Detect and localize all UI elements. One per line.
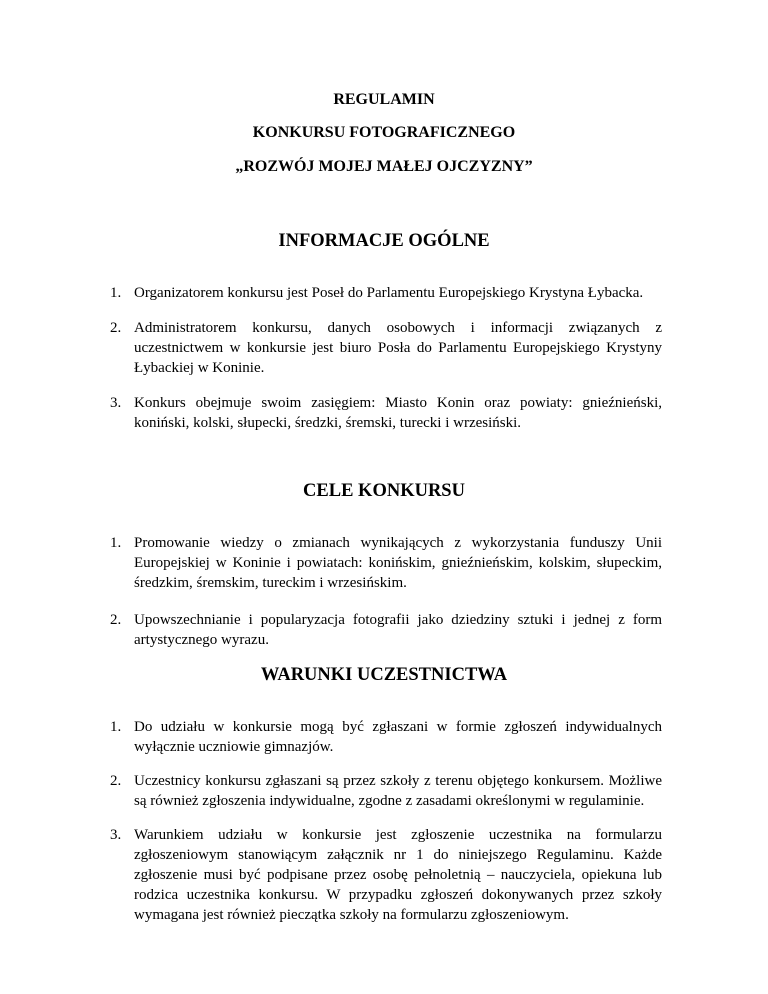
list-item-text: Upowszechnianie i popularyzacja fotografii jako dziedziny sztuki i jednej z form artystycznego wyrazu. (134, 612, 662, 648)
list-item-number: 3. (110, 395, 122, 411)
section-heading-goals: CELE KONKURSU (303, 481, 465, 501)
list-item-number: 2. (110, 612, 122, 628)
list-item-text: Uczestnicy konkursu zgłaszani są przez szkoły z terenu objętego konkursem. Możliwe są również zgłoszenia indywidualne, zgodne z zasadami określonymi w regulaminie. (134, 773, 662, 809)
list-item-text: Do udziału w konkursie mogą być zgłaszani w formie zgłoszeń indywidualnych wyłącznie uczniowie gimnazjów. (134, 719, 662, 755)
list-item-text: Administratorem konkursu, danych osobowych i informacji związanych z uczestnictwem w konkursie jest biuro Posła do Parlamentu Europejskiego Krystyny Łybackiej w Koninie. (134, 320, 662, 376)
list-item (110, 610, 662, 650)
section-heading-participation: WARUNKI UCZESTNICTWA (260, 665, 508, 685)
list-item (110, 533, 662, 593)
document-subtitle: KONKURSU FOTOGRAFICZNEGO (252, 124, 516, 141)
list-item-number: 2. (110, 773, 122, 789)
list-item-number: 1. (110, 285, 122, 301)
document-title: REGULAMIN (333, 91, 435, 108)
list-item-number: 3. (110, 827, 122, 843)
list-item (110, 825, 662, 925)
contest-name: „ROZWÓJ MOJEJ MAŁEJ OJCZYZNY” (235, 158, 533, 175)
list-item (110, 717, 662, 757)
list-item-text: Promowanie wiedzy o zmianach wynikających z wykorzystania funduszy Unii Europejskiej w Koninie i powiatach: konińskim, gnieźnieńskim, kolskim, słupeckim, średzkim, śremskim, tureckim i wrzesińskim. (134, 535, 662, 591)
list-item-text: Konkurs obejmuje swoim zasięgiem: Miasto Konin oraz powiaty: gnieźnieński, koniński, kolski, słupecki, średzki, śremski, turecki i wrzesiński. (134, 395, 662, 431)
list-item (110, 393, 662, 433)
list-item-number: 1. (110, 719, 122, 735)
list-item-text: Warunkiem udziału w konkursie jest zgłoszenie uczestnika na formularzu zgłoszeniowym stanowiącym załącznik nr 1 do niniejszego Regulaminu. Każde zgłoszenie musi być podpisane przez osobę pełnoletnią – nauczyciela, opiekuna lub rodzica uczestnika konkursu. W przypadku zgłoszeń dokonywanych przez szkoły wymagana jest również pieczątka szkoły na formularzu zgłoszeniowym. (134, 827, 662, 923)
list-item (110, 318, 662, 378)
list-item-number: 2. (110, 320, 122, 336)
list-item-number: 1. (110, 535, 122, 551)
section-heading-general-info: INFORMACJE OGÓLNE (278, 231, 490, 251)
list-item (110, 771, 662, 811)
list-item (110, 283, 662, 303)
list-item-text: Organizatorem konkursu jest Poseł do Parlamentu Europejskiego Krystyna Łybacka. (134, 285, 644, 301)
